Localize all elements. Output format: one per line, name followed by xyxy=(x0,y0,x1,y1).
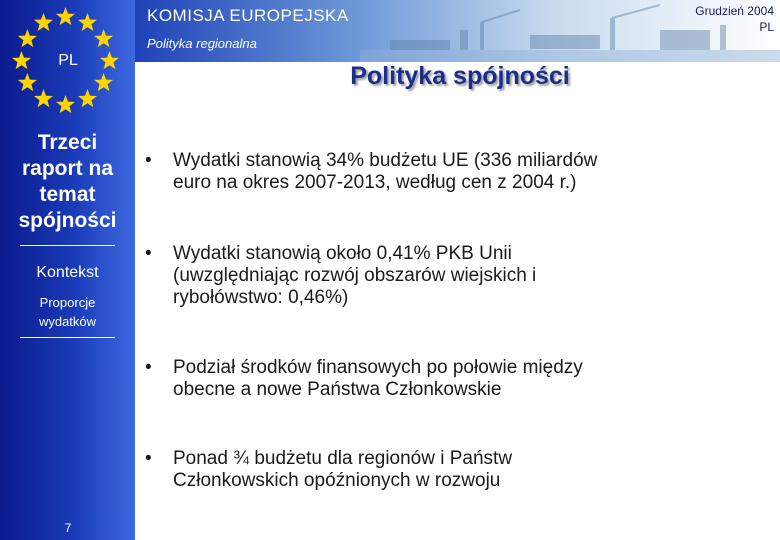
star-icon xyxy=(34,13,53,31)
bullet-line: (uwzględniając rozwój obszarów wiejskich i xyxy=(173,265,537,286)
bullet-item xyxy=(145,357,775,401)
bullet-item xyxy=(145,150,775,194)
sidebar-item-label: Proporcje xyxy=(39,295,96,310)
star-icon xyxy=(56,7,75,25)
star-icon xyxy=(94,29,113,47)
sidebar-divider xyxy=(20,337,115,338)
bullet-icon: • xyxy=(145,448,152,469)
bullet-icon: • xyxy=(145,357,152,378)
sidebar-title-line: raport na xyxy=(21,157,113,180)
bullet-line: Członkowskich opóźnionych w rozwoju xyxy=(173,470,501,491)
bullet-line: Podział środków finansowych po połowie między xyxy=(173,357,583,378)
bullet-line: Ponad ¾ budżetu dla regionów i Państw xyxy=(173,448,513,469)
slide-title: Polityka spójności xyxy=(350,62,570,90)
bullet-line: obecne a nowe Państwa Członkowskie xyxy=(173,379,502,400)
sidebar-title-line: Trzeci xyxy=(37,131,98,154)
bullet-icon: • xyxy=(145,150,152,171)
date-label xyxy=(695,3,774,35)
star-icon xyxy=(94,73,113,91)
language-code: PL xyxy=(759,20,774,34)
sidebar-item-expenditure[interactable] xyxy=(0,293,135,331)
sidebar-title-line: temat xyxy=(39,183,96,206)
bullet-line: rybołówstwo: 0,46%) xyxy=(173,287,349,308)
bullet-item xyxy=(145,243,775,309)
bullet-line: euro na okres 2007-2013, według cen z 2004 r.) xyxy=(173,172,577,193)
star-icon xyxy=(78,89,97,107)
header-subtitle: Polityka regionalna xyxy=(147,36,257,51)
sidebar-item-context[interactable]: Kontekst xyxy=(36,264,99,281)
sidebar-title xyxy=(0,130,135,234)
star-icon xyxy=(34,89,53,107)
bullet-icon: • xyxy=(145,243,152,264)
sidebar-title-line: spójności xyxy=(18,209,117,232)
date-line: Grudzień 2004 xyxy=(695,4,774,18)
page-number: 7 xyxy=(64,521,72,535)
header-title: KOMISJA EUROPEJSKA xyxy=(147,6,349,25)
bullet-item xyxy=(145,448,775,492)
star-icon xyxy=(56,95,75,113)
star-icon xyxy=(100,51,119,69)
bullet-line: Wydatki stanowią 34% budżetu UE (336 miliardów xyxy=(173,150,598,171)
star-icon xyxy=(12,51,31,69)
star-icon xyxy=(18,29,37,47)
sidebar-divider xyxy=(20,245,115,246)
flag-country-label: PL xyxy=(58,52,78,69)
star-icon xyxy=(18,73,37,91)
star-icon xyxy=(78,13,97,31)
bullet-line: Wydatki stanowią około 0,41% PKB Unii xyxy=(173,243,512,264)
sidebar-item-label: wydatków xyxy=(38,314,97,329)
